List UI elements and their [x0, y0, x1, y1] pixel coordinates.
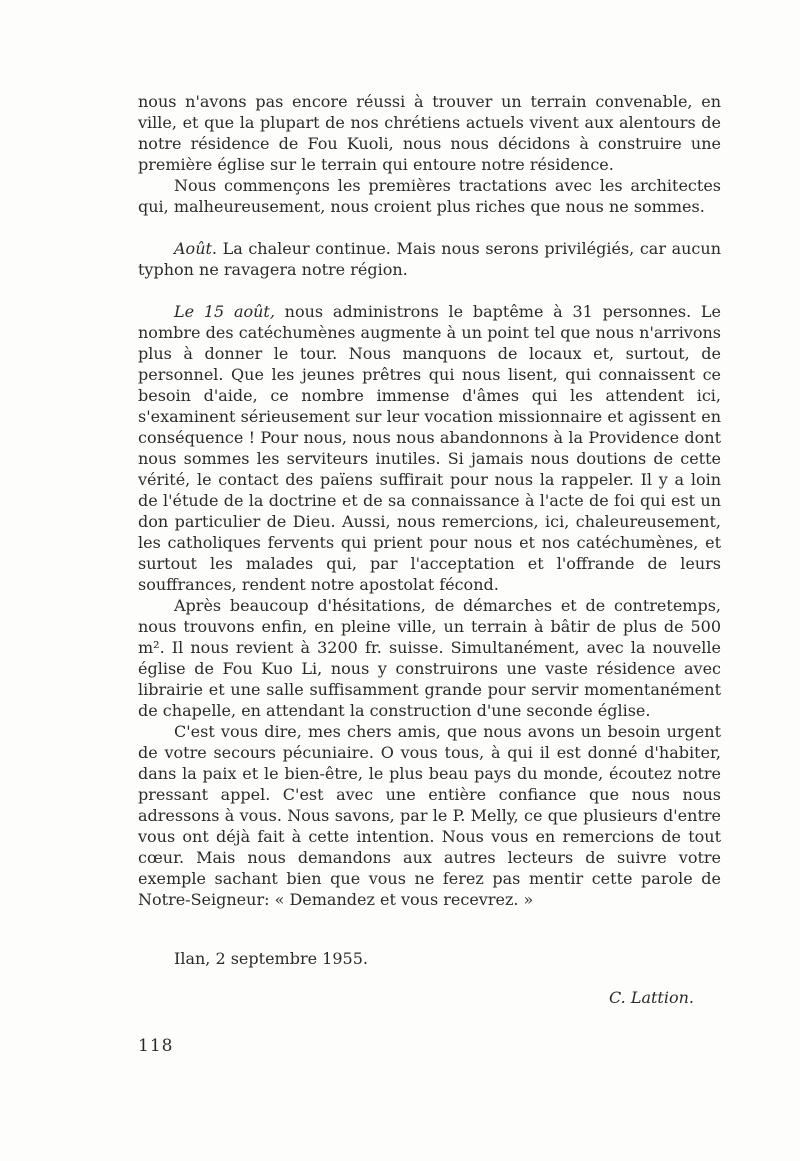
paragraph-5: Après beaucoup d'hésitations, de démarches et de contretemps, nous trouvons enfin, en pleine ville, un terrain à bâtir de plus de 500 m². Il nous revient à 3200 fr. suisse. Simultanément, avec la nouvelle église de Fou Kuo Li, nous y construirons une vaste résidence avec librairie et une salle suffisamment grande pour servir momentanément de chapelle, en attendant la construction d'une seconde église. — [138, 596, 721, 720]
body-text — [138, 91, 721, 910]
paragraph-4 — [138, 301, 721, 595]
paragraph-6: C'est vous dire, mes chers amis, que nous avons un besoin urgent de votre secours pécuniaire. O vous tous, à qui il est donné d'habiter, dans la paix et le bien-être, le plus beau pays du monde, écoutez notre pressant appel. C'est avec une entière confiance que nous nous adressons à vous. Nous savons, par le P. Melly, ce que plusieurs d'entre vous ont déjà fait à cette intention. Nous vous en remercions de tout cœur. Mais nous demandons aux autres lecteurs de suivre votre exemple sachant bien que vous ne ferez pas mentir cette parole de Notre-Seigneur: « Demandez et vous recevrez. » — [138, 722, 721, 909]
paragraph-4-text: nous administrons le baptême à 31 personnes. Le nombre des catéchumènes augmente à un point tel que nous n'arrivons plus à donner le tour. Nous manquons de locaux et, surtout, de personnel. Que les jeunes prêtres qui nous lisent, qui connaissent ce besoin d'aide, ce nombre immense d'âmes qui les attendent ici, s'examinent sérieusement sur leur vocation missionnaire et agissent en conséquence ! Pour nous, nous nous abandonnons à la Providence dont nous sommes les serviteurs inutiles. Si jamais nous doutions de cette vérité, le contact des païens suffirait pour nous la rappeler. Il y a loin de l'étude de la doctrine et de sa connaissance à l'acte de foi qui est un don particulier de Dieu. Aussi, nous remercions, ici, chaleureusement, les catholiques fervents qui prient pour nous et nos catéchumènes, et surtout les malades qui, par l'acceptation et l'offrande de leurs souffrances, rendent notre apostolat fécond. — [138, 302, 721, 594]
paragraph-2: Nous commençons les premières tractations avec les architectes qui, malheureusement, nous croient plus riches que nous ne sommes. — [138, 176, 721, 216]
paragraph-3-text: La chaleur continue. Mais nous serons privilégiés, car aucun typhon ne ravagera notre région. — [138, 239, 721, 279]
paragraph-4-lead: Le 15 août, — [174, 302, 275, 321]
paragraph-1: nous n'avons pas encore réussi à trouver un terrain convenable, en ville, et que la plupart de nos chrétiens actuels vivent aux alentours de notre résidence de Fou Kuoli, nous nous décidons à construire une première église sur le terrain qui entoure notre résidence. — [138, 92, 721, 174]
closing-date: Ilan, 2 septembre 1955. — [174, 949, 368, 968]
paragraph-3 — [138, 238, 721, 280]
signature: C. Lattion. — [608, 988, 694, 1007]
page-number: 118 — [138, 1036, 174, 1056]
paragraph-3-lead: Août. — [174, 239, 218, 258]
